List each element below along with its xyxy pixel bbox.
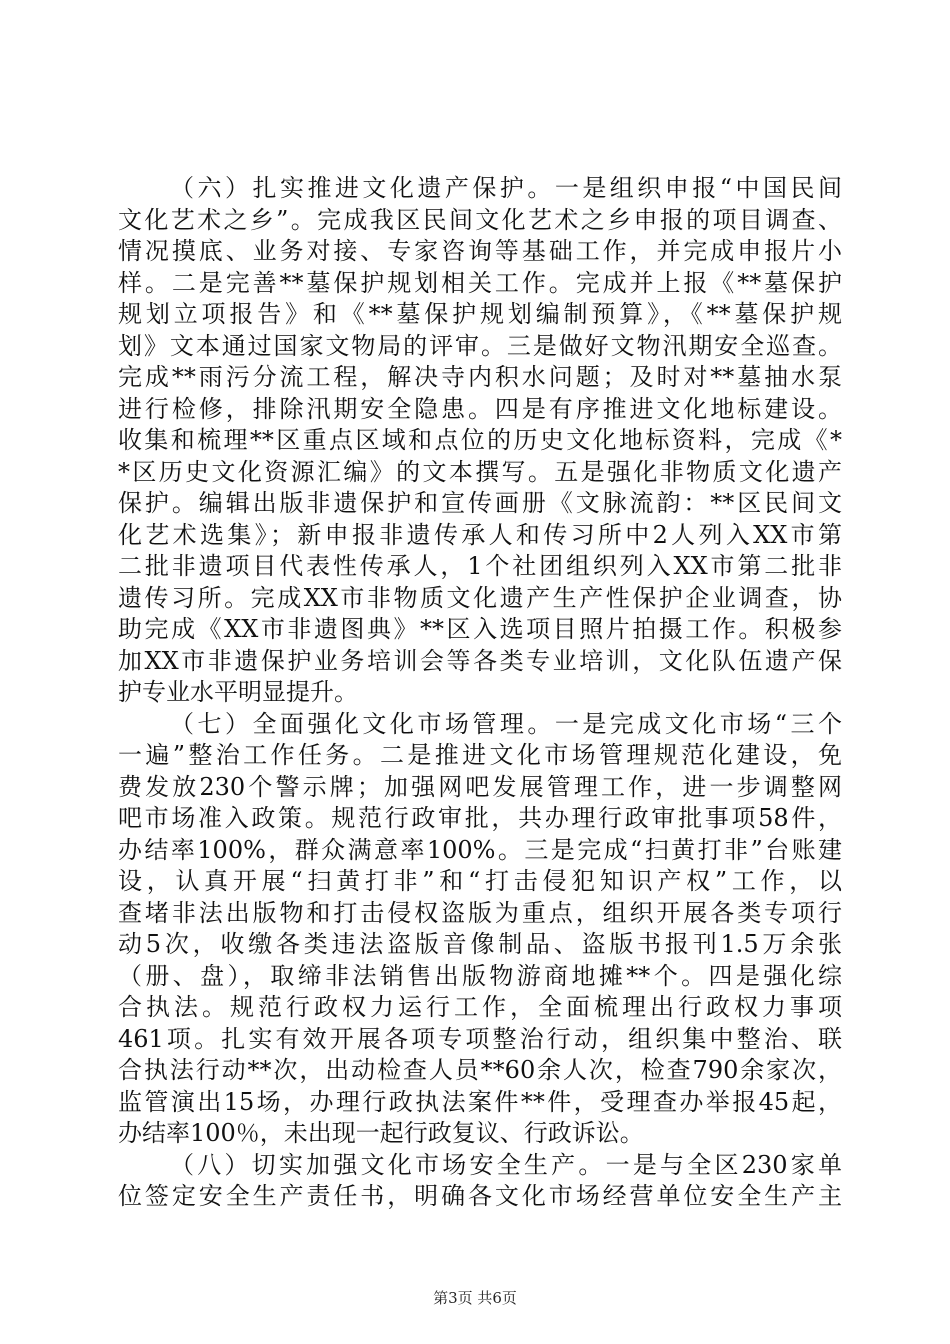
text-line: （七）全面强化文化市场管理。一是完成文化市场“三个 (170, 709, 842, 738)
text-line: 动5次，收缴各类违法盗版音像制品、盗版书报刊1.5万余张 (118, 930, 842, 958)
text-line: 保护。编辑出版非遗保护和宣传画册《文脉流韵：**区民间文 (118, 489, 842, 517)
text-line: 合执法行动**次，出动检查人员**60余人次，检查790余家次， (118, 1056, 842, 1084)
text-line: （六）扎实推进文化遗产保护。一是组织申报“中国民间 (170, 174, 842, 202)
text-line: 规划立项报告》和《**墓保护规划编制预算》，《**墓保护规 (118, 300, 842, 328)
text-line: 情况摸底、业务对接、专家咨询等基础工作，并完成申报片小 (118, 237, 842, 265)
text-line: 461项。扎实有效开展各项专项整治行动，组织集中整治、联 (118, 1024, 842, 1053)
text-line: （八）切实加强文化市场安全生产。一是与全区230家单 (170, 1150, 842, 1179)
text-line: 进行检修，排除汛期安全隐患。四是有序推进文化地标建设。 (118, 394, 842, 423)
text-line: 监管演出15场，办理行政执法案件**件，受理查办举报45起， (118, 1087, 842, 1116)
text-line: 设，认真开展“扫黄打非”和“打击侵犯知识产权”工作，以 (118, 867, 842, 895)
text-line: 文化艺术之乡”。完成我区民间文化艺术之乡申报的项目调查、 (118, 205, 842, 234)
text-line: 位签定安全生产责任书，明确各文化市场经营单位安全生产主 (118, 1182, 842, 1210)
text-line: 吧市场准入政策。规范行政审批，共办理行政审批事项58件， (118, 804, 842, 832)
text-line: 完成**雨污分流工程，解决寺内积水问题；及时对**墓抽水泵 (118, 363, 842, 391)
text-line: 收集和梳理**区重点区域和点位的历史文化地标资料，完成《* (118, 426, 842, 454)
text-line: *区历史文化资源汇编》的文本撰写。五是强化非物质文化遗产 (118, 457, 842, 486)
text-line: 办结率100%，群众满意率100%。三是完成“扫黄打非”台账建 (118, 835, 842, 864)
text-line: 费发放230个警示牌；加强网吧发展管理工作，进一步调整网 (118, 772, 842, 801)
text-line: 办结率100％，未出现一起行政复议、行政诉讼。 (118, 1119, 644, 1147)
page-number-footer: 第3页 共6页 (433, 1289, 517, 1307)
text-line: 样。二是完善**墓保护规划相关工作。完成并上报《**墓保护 (118, 268, 842, 297)
text-line: 划》文本通过国家文物局的评审。三是做好文物汛期安全巡查。 (118, 331, 842, 360)
text-line: 化艺术选集》；新申报非遗传承人和传习所中2人列入XX市第 (118, 520, 842, 549)
text-line: 助完成《XX市非遗图典》**区入选项目照片拍摄工作。积极参 (118, 615, 842, 643)
body-text (118, 173, 842, 1213)
text-line: 二批非遗项目代表性传承人，1个社团组织列入XX市第二批非 (118, 552, 842, 580)
text-line: 护专业水平明显提升。 (118, 678, 358, 706)
text-line: 遗传习所。完成XX市非物质文化遗产生产性保护企业调查，协 (118, 583, 842, 612)
text-line: 查堵非法出版物和打击侵权盗版为重点，组织开展各类专项行 (118, 898, 842, 927)
text-line: 合执法。规范行政权力运行工作，全面梳理出行政权力事项 (118, 993, 842, 1021)
text-line: 加XX市非遗保护业务培训会等各类专业培训，文化队伍遗产保 (118, 646, 842, 675)
text-line: （册、盘），取缔非法销售出版物游商地摊**个。四是强化综 (118, 961, 842, 990)
text-line: 一遍”整治工作任务。二是推进文化市场管理规范化建设，免 (118, 741, 842, 769)
